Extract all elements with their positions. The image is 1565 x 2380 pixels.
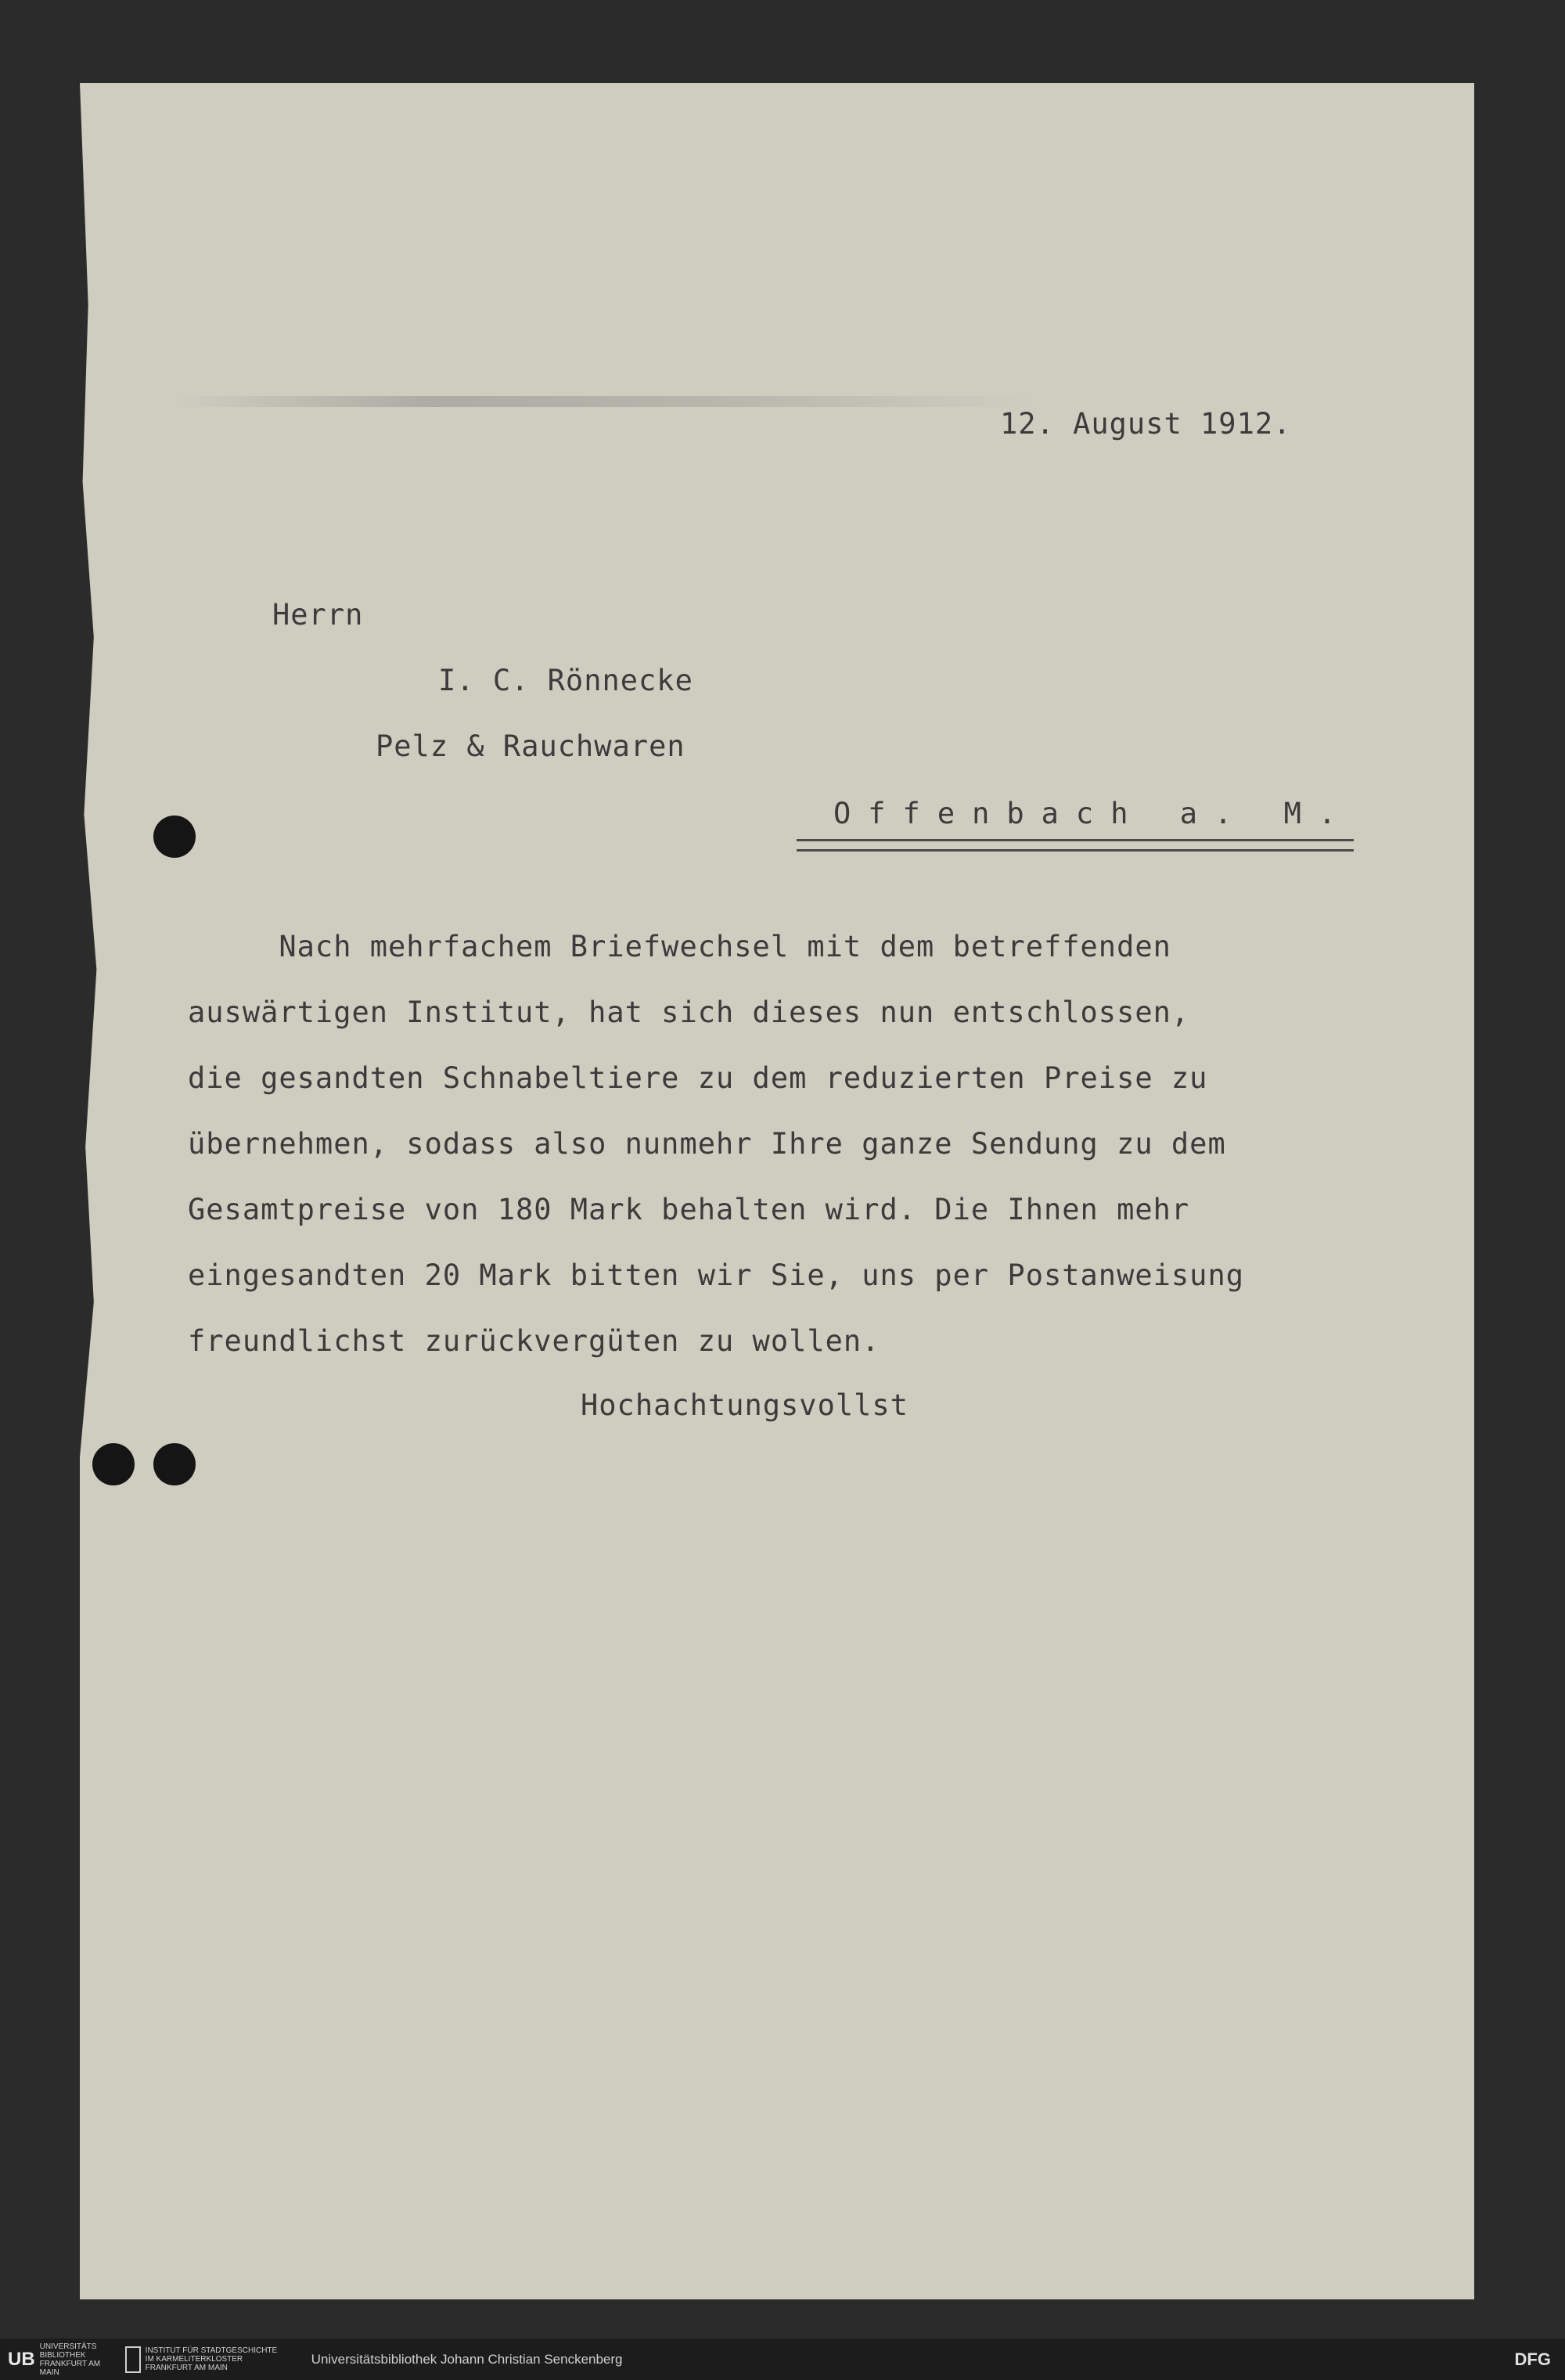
body-line: Gesamtpreise von 180 Mark behalten wird. Die Ihnen mehr — [188, 1193, 1190, 1226]
body-line: freundlichst zurückvergüten zu wollen. — [188, 1324, 880, 1358]
body-line: auswärtigen Institut, hat sich dieses nun entschlossen, — [188, 996, 1190, 1029]
letter-closing: Hochachtungsvollst — [581, 1388, 908, 1422]
body-line: Nach mehrfachem Briefwechsel mit dem betreffenden — [188, 930, 1171, 963]
footer-bar — [0, 2339, 1565, 2380]
dfg-logo: DFG — [1514, 2349, 1551, 2369]
punch-hole-upper — [153, 816, 196, 858]
city-double-underline — [797, 839, 1354, 852]
recipient-name: I. C. Rönnecke — [438, 664, 693, 697]
punch-hole-lower-left — [92, 1443, 135, 1485]
recipient-business: Pelz & Rauchwaren — [376, 729, 685, 763]
library-credit: Universitätsbibliothek Johann Christian Senckenberg — [311, 2351, 623, 2367]
paper-smudge — [174, 396, 1034, 407]
body-line: die gesandten Schnabeltiere zu dem reduzierten Preise zu — [188, 1061, 1208, 1095]
body-line: eingesandten 20 Mark bitten wir Sie, uns per Postanweisung — [188, 1258, 1245, 1292]
salutation: Herrn — [272, 598, 364, 632]
institute-text: INSTITUT FÜR STADTGESCHICHTE IM KARMELITERKLOSTER FRANKFURT AM MAIN — [145, 2346, 278, 2372]
letter-date: 12. August 1912. — [1000, 407, 1292, 441]
punch-hole-lower-right — [153, 1443, 196, 1485]
ub-text: UNIVERSITÄTS BIBLIOTHEK FRANKFURT AM MAIN — [39, 2342, 101, 2377]
institute-logo-icon — [125, 2346, 141, 2373]
recipient-city: Offenbach a. M. — [833, 797, 1354, 830]
letter-body — [188, 914, 1440, 1374]
ub-logo: UB — [8, 2348, 35, 2370]
body-line: übernehmen, sodass also nunmehr Ihre ganze Sendung zu dem — [188, 1127, 1226, 1161]
